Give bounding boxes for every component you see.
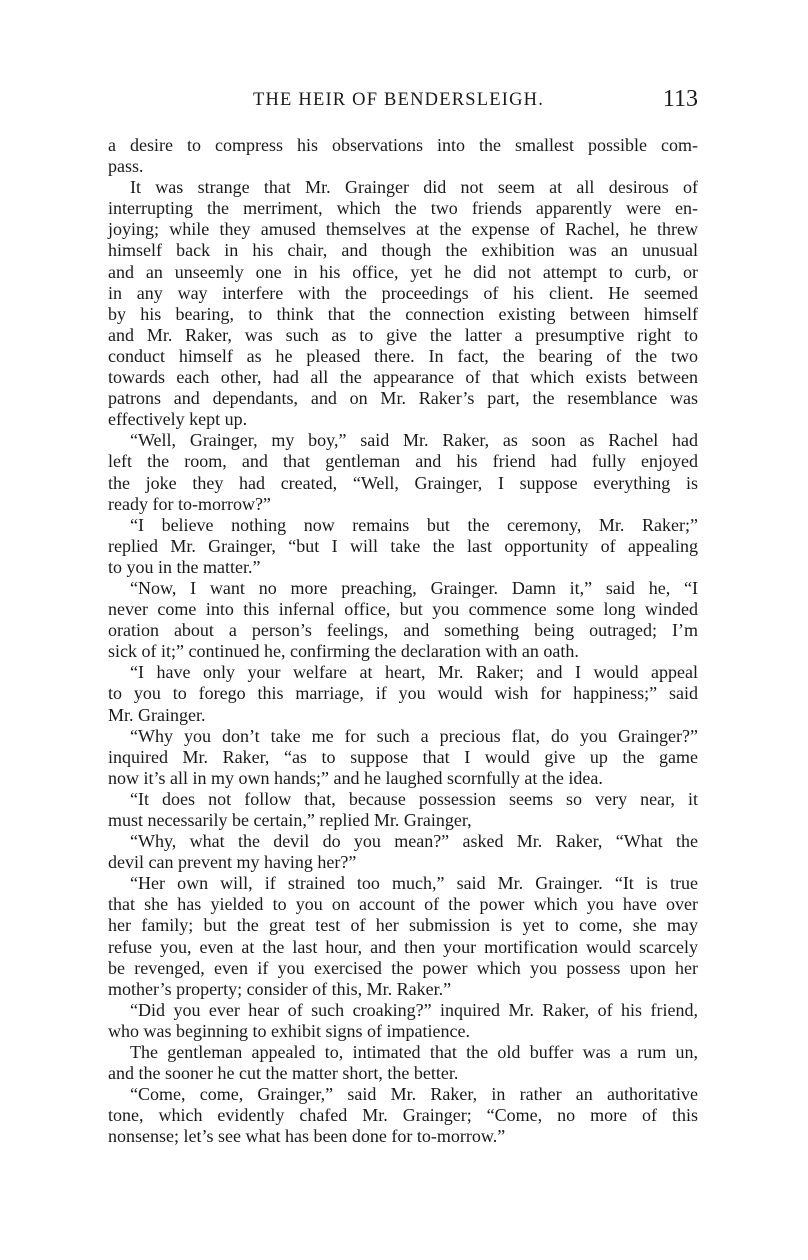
body-text	[108, 135, 698, 1148]
text-line: must necessarily be certain,” replied Mr. Grainger,	[108, 810, 472, 830]
text-line: by his bearing, to think that the connection existing between himself	[108, 303, 698, 324]
text-line: “Did you ever hear of such croaking?” inquired Mr. Raker, of his friend,	[130, 999, 698, 1020]
text-line: joying; while they amused themselves at the expense of Rachel, he threw	[108, 219, 698, 240]
text-line: left the room, and that gentleman and his friend had fully enjoyed	[108, 451, 698, 472]
text-line: never come into this infernal office, but you commence some long winded	[108, 599, 698, 620]
text-line: “Her own will, if strained too much,” said Mr. Grainger. “It is true	[130, 873, 698, 894]
text-line: “I have only your welfare at heart, Mr. Raker; and I would appeal	[130, 662, 698, 683]
text-line: patrons and dependants, and on Mr. Raker’s part, the resemblance was	[108, 388, 698, 409]
text-line: “Come, come, Grainger,” said Mr. Raker, in rather an authoritative	[130, 1084, 698, 1105]
text-line: oration about a person’s feelings, and something being outraged; I’m	[108, 620, 698, 641]
text-line: “Now, I want no more preaching, Grainger. Damn it,” said he, “I	[130, 577, 698, 598]
text-line: Mr. Grainger.	[108, 704, 206, 725]
text-line: who was beginning to exhibit signs of impatience.	[108, 1020, 470, 1041]
text-line: “It does not follow that, because possession seems so very near, it	[130, 788, 698, 809]
text-line: that she has yielded to you on account of the power which you have over	[108, 894, 698, 915]
text-line: to you to forego this marriage, if you would wish for happiness;” said	[108, 683, 698, 704]
text-line: now it’s all in my own hands;” and he laughed scornfully at the idea.	[108, 767, 603, 788]
text-line: and the sooner he cut the matter short, the better.	[108, 1063, 459, 1084]
text-line: replied Mr. Grainger, “but I will take the last opportunity of appealing	[108, 535, 698, 556]
text-line: “Why you don’t take me for such a precious flat, do you Grainger?”	[130, 725, 698, 746]
text-line: and an unseemly one in his office, yet he did not attempt to curb, or	[108, 261, 698, 282]
page-number: 113	[662, 86, 698, 112]
text-line: towards each other, had all the appearance of that which exists between	[108, 367, 698, 388]
text-line: refuse you, even at the last hour, and then your mortification would scarcely	[108, 936, 698, 957]
text-line: be revenged, even if you exercised the power which you possess upon her	[108, 957, 698, 978]
text-line: and Mr. Raker, was such as to give the latter a presumptive right to	[108, 324, 698, 345]
text-line: “I believe nothing now remains but the ceremony, Mr. Raker;”	[130, 514, 698, 535]
page-header	[108, 88, 698, 116]
text-line: “Why, what the devil do you mean?” asked Mr. Raker, “What the	[130, 831, 698, 852]
text-line: effectively kept up.	[108, 409, 248, 430]
text-line: It was strange that Mr. Grainger did not seem at all desirous of	[130, 177, 698, 198]
text-line: inquired Mr. Raker, “as to suppose that I would give up the game	[108, 746, 698, 767]
text-line: devil can prevent my having her?”	[108, 852, 357, 873]
text-line: tone, which evidently chafed Mr. Grainger; “Come, no more of this	[108, 1105, 698, 1126]
text-line: her family; but the great test of her submission is yet to come, she may	[108, 915, 698, 936]
text-line: ready for to-morrow?”	[108, 493, 271, 514]
text-line: conduct himself as he pleased there. In fact, the bearing of the two	[108, 345, 698, 366]
text-line: pass.	[108, 156, 144, 177]
running-title: THE HEIR OF BENDERSLEIGH.	[253, 90, 545, 110]
text-line: interrupting the merriment, which the two friends apparently were en-	[108, 198, 698, 219]
text-line: mother’s property; consider of this, Mr. Raker.”	[108, 978, 452, 999]
text-line: The gentleman appealed to, intimated that the old buffer was a rum un,	[130, 1042, 698, 1063]
text-line: to you in the matter.”	[108, 556, 261, 577]
text-line: in any way interfere with the proceedings of his client. He seemed	[108, 282, 698, 303]
text-line: “Well, Grainger, my boy,” said Mr. Raker, as soon as Rachel had	[130, 430, 698, 451]
text-line: sick of it;” continued he, confirming the declaration with an oath.	[108, 641, 579, 662]
text-line: nonsense; let’s see what has been done for to-morrow.”	[108, 1126, 506, 1147]
text-line: a desire to compress his observations into the smallest possible com-	[108, 135, 698, 155]
text-line: himself back in his chair, and though the exhibition was an unusual	[108, 240, 698, 261]
text-line: the joke they had created, “Well, Grainger, I suppose everything is	[108, 472, 698, 493]
